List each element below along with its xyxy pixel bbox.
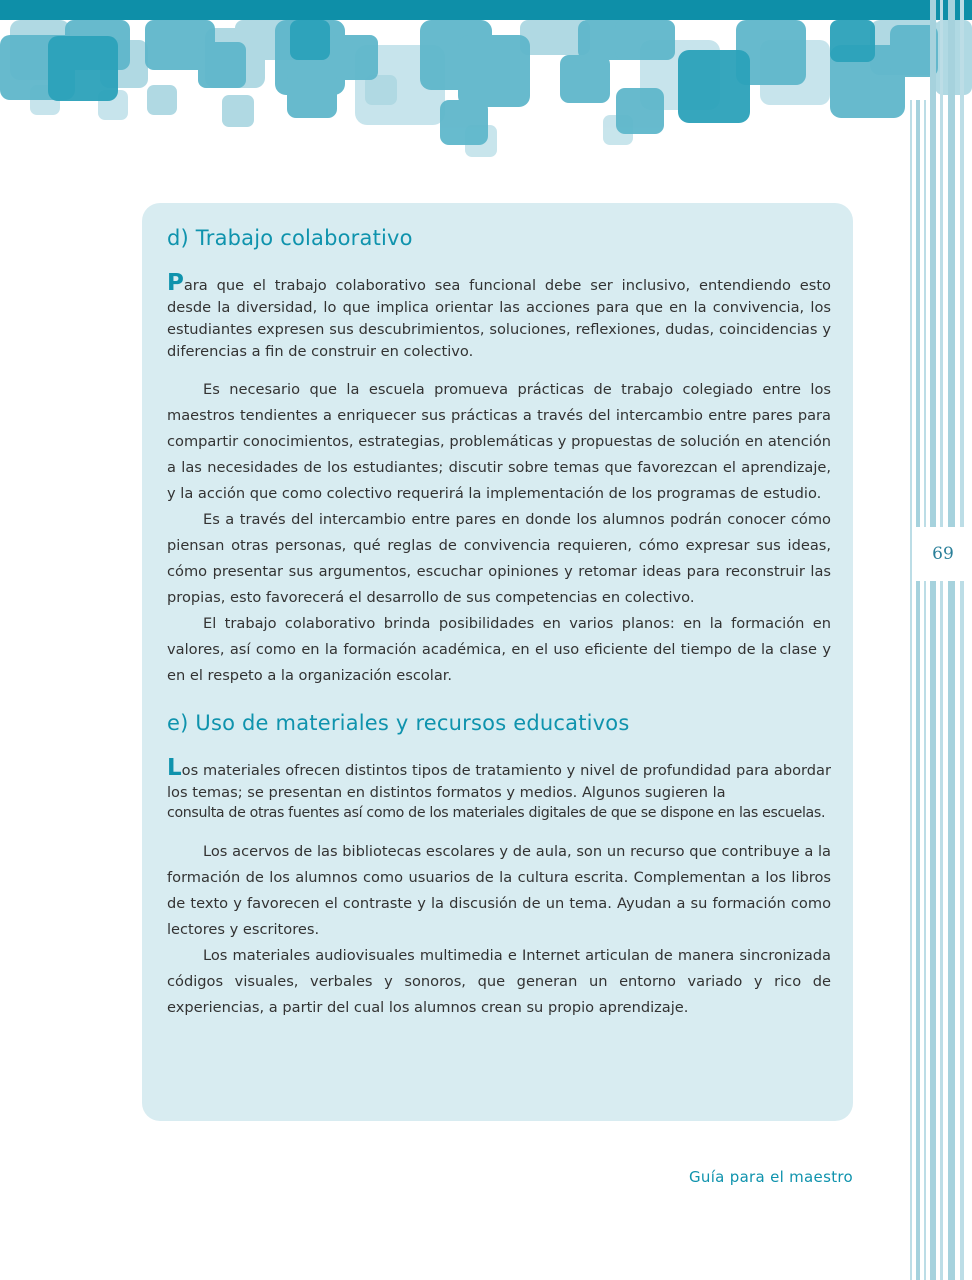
footer-title: Guía para el maestro: [688, 1168, 853, 1186]
page-number: 69: [914, 527, 972, 581]
section-d-title: d) Trabajo colaborativo: [167, 226, 413, 250]
section-e-paragraph: Los acervos de las bibliotecas escolares y de aula, son un recurso que contribuye a la formación de los alumnos como usuarios de la cultura escrita. Complementan a los libros de texto y favorecen el contraste y la discusión de un tema. Ayudan a su formación como lectores y escritores.: [167, 842, 831, 938]
section-d-paragraph: Es necesario que la escuela promueva prácticas de trabajo colegiado entre los maestros tendientes a enriquecer sus prácticas a través del intercambio entre pares para compartir conocimientos, estrategias, problemáticas y propuestas de solución en atención a las necesidades de los estudiantes; discutir sobre temas que favorezcan el aprendizaje, y la acción que como colectivo requerirá la implementación de los programas de estudio.: [167, 381, 831, 502]
header-squares-decoration: [0, 0, 972, 170]
section-e-paragraph: Los materiales audiovisuales multimedia e Internet articulan de manera sincronizada códigos visuales, verbales y sonoros, que generan un entorno variado y rico de experiencias, a partir del cual los alumnos crean su propio aprendizaje.: [167, 946, 831, 1016]
section-e-title: e) Uso de materiales y recursos educativos: [167, 711, 630, 735]
section-e-intro-text: os materiales ofrecen distintos tipos de tratamiento y nivel de profundidad para abordar los temas; se presentan en distintos formatos y medios. Algunos sugieren la: [167, 762, 831, 801]
section-d-paragraph: El trabajo colaborativo brinda posibilidades en varios planos: en la formación en valores, así como en la formación académica, en el uso eficiente del tiempo de la clase y en el respeto a la organización escolar.: [167, 615, 831, 684]
dropcap-letter: P: [167, 270, 184, 296]
section-d-intro-text: ara que el trabajo colaborativo sea funcional debe ser inclusivo, entendiendo esto desde la diversidad, lo que implica orientar las acciones para que en la convivencia, los estudiantes expresen sus descubrimientos, soluciones, reflexiones, dudas, coincidencias y diferencias a fin de construir en colectivo.: [167, 277, 831, 360]
section-d-intro: [167, 270, 831, 363]
dropcap-letter: L: [167, 755, 182, 781]
side-stripes-decoration: [910, 0, 972, 1280]
section-e-intro: [167, 755, 831, 803]
section-e-intro-continued: consulta de otras fuentes así como de los materiales digitales de que se dispone en las escuelas.: [167, 805, 826, 821]
section-d-paragraph: Es a través del intercambio entre pares en donde los alumnos podrán conocer cómo piensan otras personas, qué reglas de convivencia requieren, cómo expresar sus ideas, cómo presentar sus argumentos, escuchar opiniones y retomar ideas para reconstruir las propias, esto favorecerá el desarrollo de sus competencias en colectivo.: [167, 511, 831, 606]
page-content: [167, 226, 831, 1021]
